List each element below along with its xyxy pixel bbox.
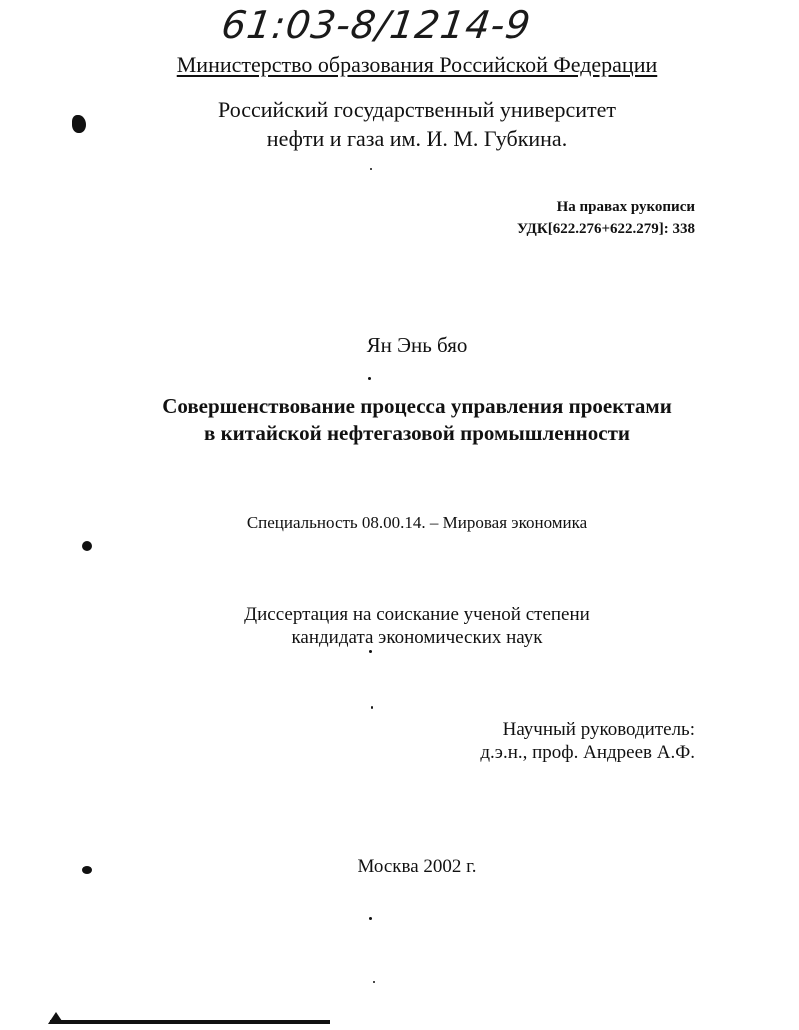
place-and-year: Москва 2002 г. <box>357 856 477 877</box>
supervisor-block <box>480 718 695 764</box>
specialty-line: Специальность 08.00.14. – Мировая экономика <box>246 513 588 532</box>
university-name <box>0 95 799 153</box>
title-line-2: в китайской нефтегазовой промышленности <box>203 421 631 445</box>
supervisor-name: д.э.н., проф. Андреев А.Ф. <box>480 742 695 763</box>
scan-speck <box>82 541 92 551</box>
scan-speck <box>371 706 373 709</box>
manuscript-rights-label: На правах рукописи <box>556 199 695 215</box>
degree-statement <box>0 603 799 649</box>
scan-edge-corner <box>48 1012 64 1024</box>
udc-code: УДК[622.276+622.279]: 338 <box>517 221 695 237</box>
supervisor-label: Научный руководитель: <box>502 719 695 740</box>
scan-edge-rule <box>50 1020 330 1024</box>
scan-speck <box>369 917 372 920</box>
degree-line-1: Диссертация на соискание ученой степени <box>244 604 590 625</box>
title-line-1: Совершенствование процесса управления проектами <box>162 394 672 418</box>
author-name: Ян Энь бяо <box>366 333 468 357</box>
archive-stamp: 61:03-8/1214-9 <box>218 3 534 47</box>
scan-speck <box>373 981 375 983</box>
scan-speck <box>72 115 86 133</box>
ministry-heading: Министерство образования Российской Федерации <box>176 52 658 77</box>
dissertation-title <box>0 393 799 447</box>
manuscript-rights-block <box>517 196 695 240</box>
scan-speck <box>368 377 371 380</box>
scan-speck <box>370 168 372 170</box>
scan-speck <box>82 866 92 874</box>
degree-line-2: кандидата экономических наук <box>291 627 543 648</box>
scan-speck <box>369 650 372 653</box>
university-line-2: нефти и газа им. И. М. Губкина. <box>266 126 568 151</box>
university-line-1: Российский государственный университет <box>218 97 616 122</box>
